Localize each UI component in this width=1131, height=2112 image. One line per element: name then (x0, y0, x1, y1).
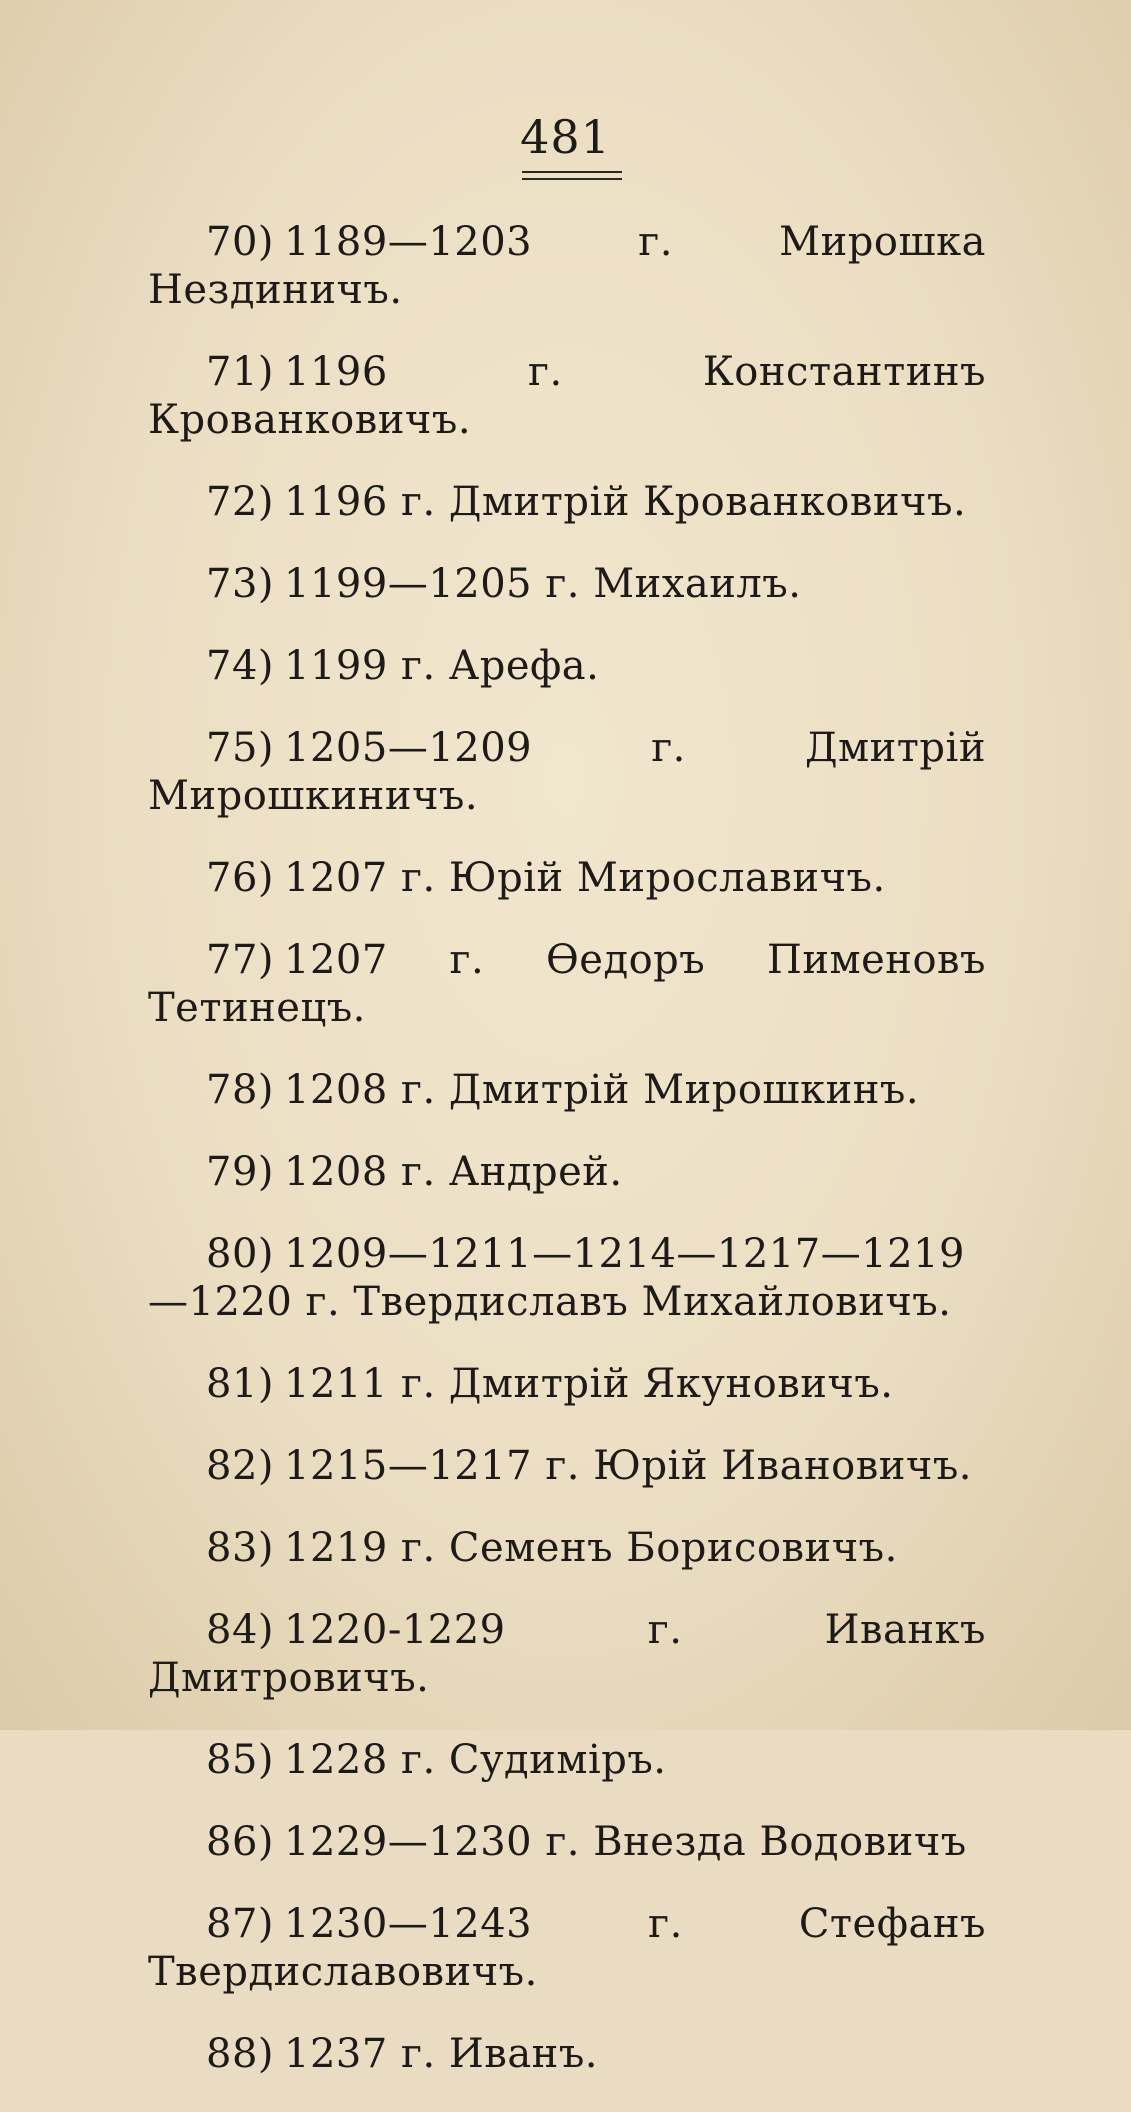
list-item (148, 642, 986, 690)
entry-number: 86) (206, 1819, 275, 1865)
entry-number: 73) (206, 561, 275, 607)
entry-text: 1208 г. Дмитрій Мирошкинъ. (284, 1067, 920, 1113)
entry-number: 70) (206, 219, 275, 265)
page-number: 481 (520, 110, 611, 164)
list-item (148, 1736, 986, 1784)
entry-number: 87) (206, 1901, 275, 1947)
entry-number: 88) (206, 2031, 275, 2077)
entry-number: 71) (206, 349, 275, 395)
list-item (148, 1818, 986, 1866)
entry-text: 1205—1209 г. Дмитрій Мирошкиничъ. (148, 725, 986, 819)
entry-text: 1229—1230 г. Внезда Водовичъ (284, 1819, 967, 1865)
entry-list (148, 218, 986, 2112)
entry-number: 84) (206, 1607, 275, 1653)
page-number-rule-top (522, 171, 622, 173)
list-item (148, 1148, 986, 1196)
entry-text: 1207 г. Өедоръ Пименовъ Тетинецъ. (148, 937, 986, 1031)
entry-text: 1199—1205 г. Михаилъ. (284, 561, 802, 607)
list-item (148, 560, 986, 608)
list-item (148, 348, 986, 444)
list-item (148, 1066, 986, 1114)
entry-number: 78) (206, 1067, 275, 1113)
entry-text: 1196 г. Дмитрій Крованковичъ. (284, 479, 967, 525)
list-item (148, 1442, 986, 1490)
list-item (148, 1900, 986, 1996)
list-item (148, 936, 986, 1032)
entry-text: 1215—1217 г. Юрій Ивановичъ. (284, 1443, 972, 1489)
entry-number: 80) (206, 1231, 275, 1277)
entry-number: 72) (206, 479, 275, 525)
list-item (148, 478, 986, 526)
entry-number: 83) (206, 1525, 275, 1571)
list-item (148, 1524, 986, 1572)
entry-text: 1199 г. Арефа. (284, 643, 600, 689)
list-item (148, 2030, 986, 2078)
page-number-rule-bottom (522, 178, 622, 180)
entry-number: 77) (206, 937, 275, 983)
entry-text: 1208 г. Андрей. (284, 1149, 623, 1195)
entry-number: 82) (206, 1443, 275, 1489)
entry-text: 1237 г. Иванъ. (284, 2031, 598, 2077)
list-item (148, 854, 986, 902)
entry-text: 1209—1211—1214—1217—1219—1220 г. Твердиславъ Михайловичъ. (148, 1231, 965, 1325)
entry-text: 1207 г. Юрій Мирославичъ. (284, 855, 886, 901)
list-item (148, 1230, 986, 1326)
entry-text: 1196 г. Константинъ Крованковичъ. (148, 349, 986, 443)
entry-text: 1230—1243 г. Стефанъ Твердиславовичъ. (148, 1901, 986, 1995)
list-item (148, 724, 986, 820)
entry-text: 1220-1229 г. Иванкъ Дмитровичъ. (148, 1607, 986, 1701)
list-item (148, 1606, 986, 1702)
entry-number: 74) (206, 643, 275, 689)
entry-text: 1228 г. Судиміръ. (284, 1737, 667, 1783)
entry-number: 79) (206, 1149, 275, 1195)
entry-number: 76) (206, 855, 275, 901)
entry-text: 1219 г. Семенъ Борисовичъ. (284, 1525, 898, 1571)
entry-number: 75) (206, 725, 275, 771)
entry-text: 1211 г. Дмитрій Якуновичъ. (284, 1361, 894, 1407)
list-item (148, 218, 986, 314)
list-item (148, 1360, 986, 1408)
entry-text: 1189—1203 г. Мирошка Нездиничъ. (148, 219, 986, 313)
entry-number: 81) (206, 1361, 275, 1407)
entry-number: 85) (206, 1737, 275, 1783)
